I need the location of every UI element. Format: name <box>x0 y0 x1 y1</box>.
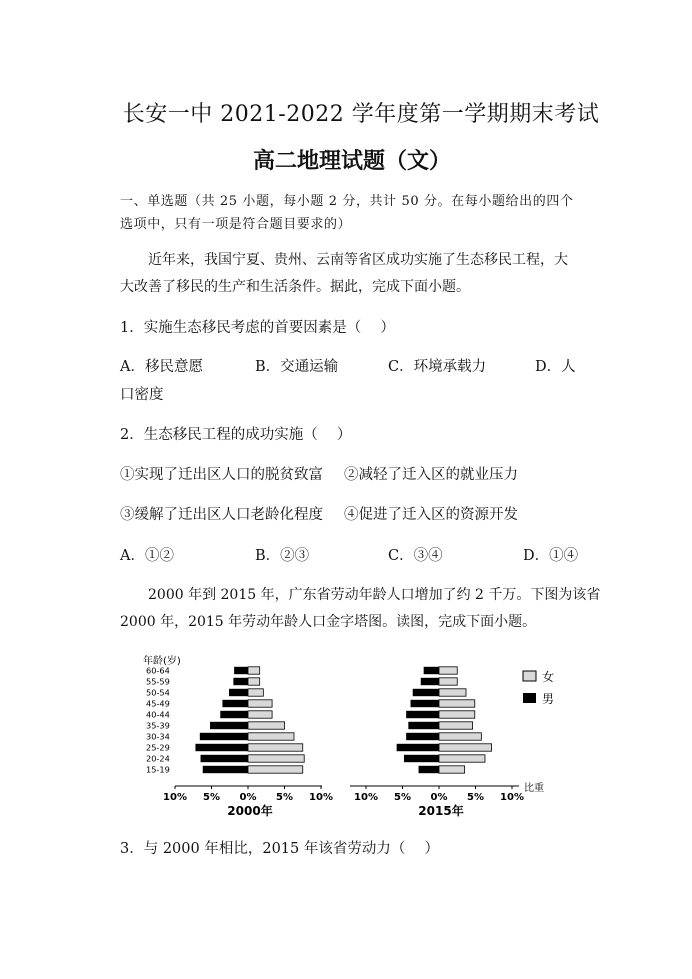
female-bar-2000-45-49 <box>248 700 272 707</box>
passage-2-line-1: 2000 年到 2015 年，广东省劳动年龄人口增加了约 2 千万。下图为该省 <box>148 587 601 603</box>
exam-title: 长安一中 2021-2022 学年度第一学期期末考试 <box>122 102 600 127</box>
x-tick-label: 0% <box>239 792 257 803</box>
age-group-label: 40-44 <box>146 709 170 720</box>
male-bar-2000-45-49 <box>222 700 248 707</box>
chart-title-2000: 2000年 <box>227 804 273 818</box>
legend-female-swatch <box>523 671 536 681</box>
male-bar-2015-20-24 <box>404 755 439 762</box>
question-1-stem: 1．实施生态移民考虑的首要因素是（ ） <box>120 320 395 336</box>
x-tick-label: 10% <box>163 792 187 803</box>
question-2-option-c[interactable]: C．③④ <box>388 548 443 564</box>
question-2-statement-2: ②减轻了迁入区的就业压力 <box>344 467 518 483</box>
passage-2-line-2: 2000 年，2015 年劳动年龄人口金字塔图。读图，完成下面小题。 <box>120 614 537 630</box>
male-bar-2015-60-64 <box>424 667 439 674</box>
chart-title-2015: 2015年 <box>418 804 464 818</box>
female-bar-2000-15-19 <box>248 766 303 773</box>
question-1-option-c[interactable]: C．环境承载力 <box>388 359 487 375</box>
x-tick-label: 10% <box>354 792 378 803</box>
age-group-label: 25-29 <box>146 742 170 753</box>
male-bar-2015-15-19 <box>419 766 439 773</box>
exam-subtitle: 高二地理试题（文） <box>252 148 451 174</box>
female-bar-2000-25-29 <box>248 744 303 751</box>
x-tick-label: 0% <box>430 792 448 803</box>
x-tick-label: 10% <box>500 792 524 803</box>
age-group-label: 45-49 <box>146 698 170 709</box>
age-group-label: 15-19 <box>146 764 170 775</box>
question-2-option-a[interactable]: A．①② <box>120 548 174 564</box>
question-2-statement-3: ③缓解了迁出区人口老龄化程度 <box>120 507 323 523</box>
female-bar-2015-40-44 <box>439 711 475 718</box>
female-bar-2015-50-54 <box>439 689 466 696</box>
male-bar-2015-30-34 <box>406 733 439 740</box>
question-1-option-b[interactable]: B．交通运输 <box>255 359 339 375</box>
question-1-option-a[interactable]: A．移民意愿 <box>120 359 203 375</box>
male-bar-2000-60-64 <box>234 667 248 674</box>
female-bar-2015-15-19 <box>439 766 465 773</box>
male-bar-2000-40-44 <box>220 711 248 718</box>
female-bar-2015-20-24 <box>439 755 485 762</box>
population-pyramid-chart <box>0 650 692 820</box>
male-bar-2015-40-44 <box>406 711 439 718</box>
age-group-label: 60-64 <box>146 665 170 676</box>
female-bar-2015-55-59 <box>439 678 457 685</box>
age-group-label: 20-24 <box>146 753 170 764</box>
x-tick-label: 5% <box>203 792 220 803</box>
question-1-option-d[interactable]: D．人 <box>535 359 576 375</box>
male-bar-2000-30-34 <box>200 733 248 740</box>
female-bar-2000-55-59 <box>248 678 260 685</box>
male-bar-2000-15-19 <box>203 766 248 773</box>
male-bar-2000-55-59 <box>233 678 248 685</box>
female-bar-2000-30-34 <box>248 733 294 740</box>
male-bar-2015-45-49 <box>411 700 439 707</box>
female-bar-2000-20-24 <box>248 755 304 762</box>
section-line-1: 一、单选题（共 25 小题，每小题 2 分，共计 50 分。在每小题给出的四个 <box>120 194 574 209</box>
female-bar-2000-50-54 <box>248 689 263 696</box>
question-2-statement-1: ①实现了迁出区人口的脱贫致富 <box>120 467 323 483</box>
male-bar-2000-35-39 <box>210 722 248 729</box>
x-tick-label: 5% <box>276 792 293 803</box>
male-bar-2015-50-54 <box>413 689 439 696</box>
female-bar-2015-30-34 <box>439 733 481 740</box>
female-bar-2000-40-44 <box>248 711 272 718</box>
male-bar-2015-55-59 <box>421 678 439 685</box>
passage-1-line-1: 近年来，我国宁夏、贵州、云南等省区成功实施了生态移民工程，大 <box>148 252 568 268</box>
age-group-label: 55-59 <box>146 676 170 687</box>
male-bar-2000-50-54 <box>229 689 248 696</box>
legend-male-swatch <box>523 693 536 703</box>
male-bar-2000-20-24 <box>201 755 248 762</box>
female-bar-2015-45-49 <box>439 700 475 707</box>
question-2-stem: 2．生态移民工程的成功实施（ ） <box>120 427 352 443</box>
question-3-stem: 3．与 2000 年相比，2015 年该省劳动力（ ） <box>120 841 439 857</box>
age-group-label: 35-39 <box>146 720 170 731</box>
male-bar-2015-35-39 <box>408 722 439 729</box>
female-bar-2000-60-64 <box>248 667 260 674</box>
chart-legend <box>523 670 554 706</box>
question-1-option-d-cont: 口密度 <box>120 387 164 403</box>
legend-male-label: 男 <box>542 692 555 706</box>
female-bar-2015-60-64 <box>439 667 457 674</box>
female-bar-2015-25-29 <box>439 744 492 751</box>
question-2-statement-4: ④促进了迁入区的资源开发 <box>344 507 518 523</box>
male-bar-2015-25-29 <box>397 744 439 751</box>
x-tick-label: 10% <box>309 792 333 803</box>
female-bar-2000-35-39 <box>248 722 285 729</box>
x-tick-label: 5% <box>467 792 484 803</box>
question-2-option-b[interactable]: B．②③ <box>255 548 310 564</box>
ratio-axis-label: 比重 <box>524 783 544 794</box>
population-pyramid-figure <box>0 650 692 820</box>
passage-1-line-2: 大改善了移民的生产和生活条件。据此，完成下面小题。 <box>120 279 470 295</box>
male-bar-2000-25-29 <box>195 744 248 751</box>
age-group-label: 50-54 <box>146 687 170 698</box>
female-bar-2015-35-39 <box>439 722 473 729</box>
age-axis-label: 年龄(岁) <box>143 656 181 667</box>
legend-female-label: 女 <box>542 670 555 684</box>
section-line-2: 选项中，只有一项是符合题目要求的） <box>120 217 352 232</box>
question-2-option-d[interactable]: D．①④ <box>523 548 579 564</box>
x-tick-label: 5% <box>394 792 411 803</box>
age-group-label: 30-34 <box>146 731 170 742</box>
